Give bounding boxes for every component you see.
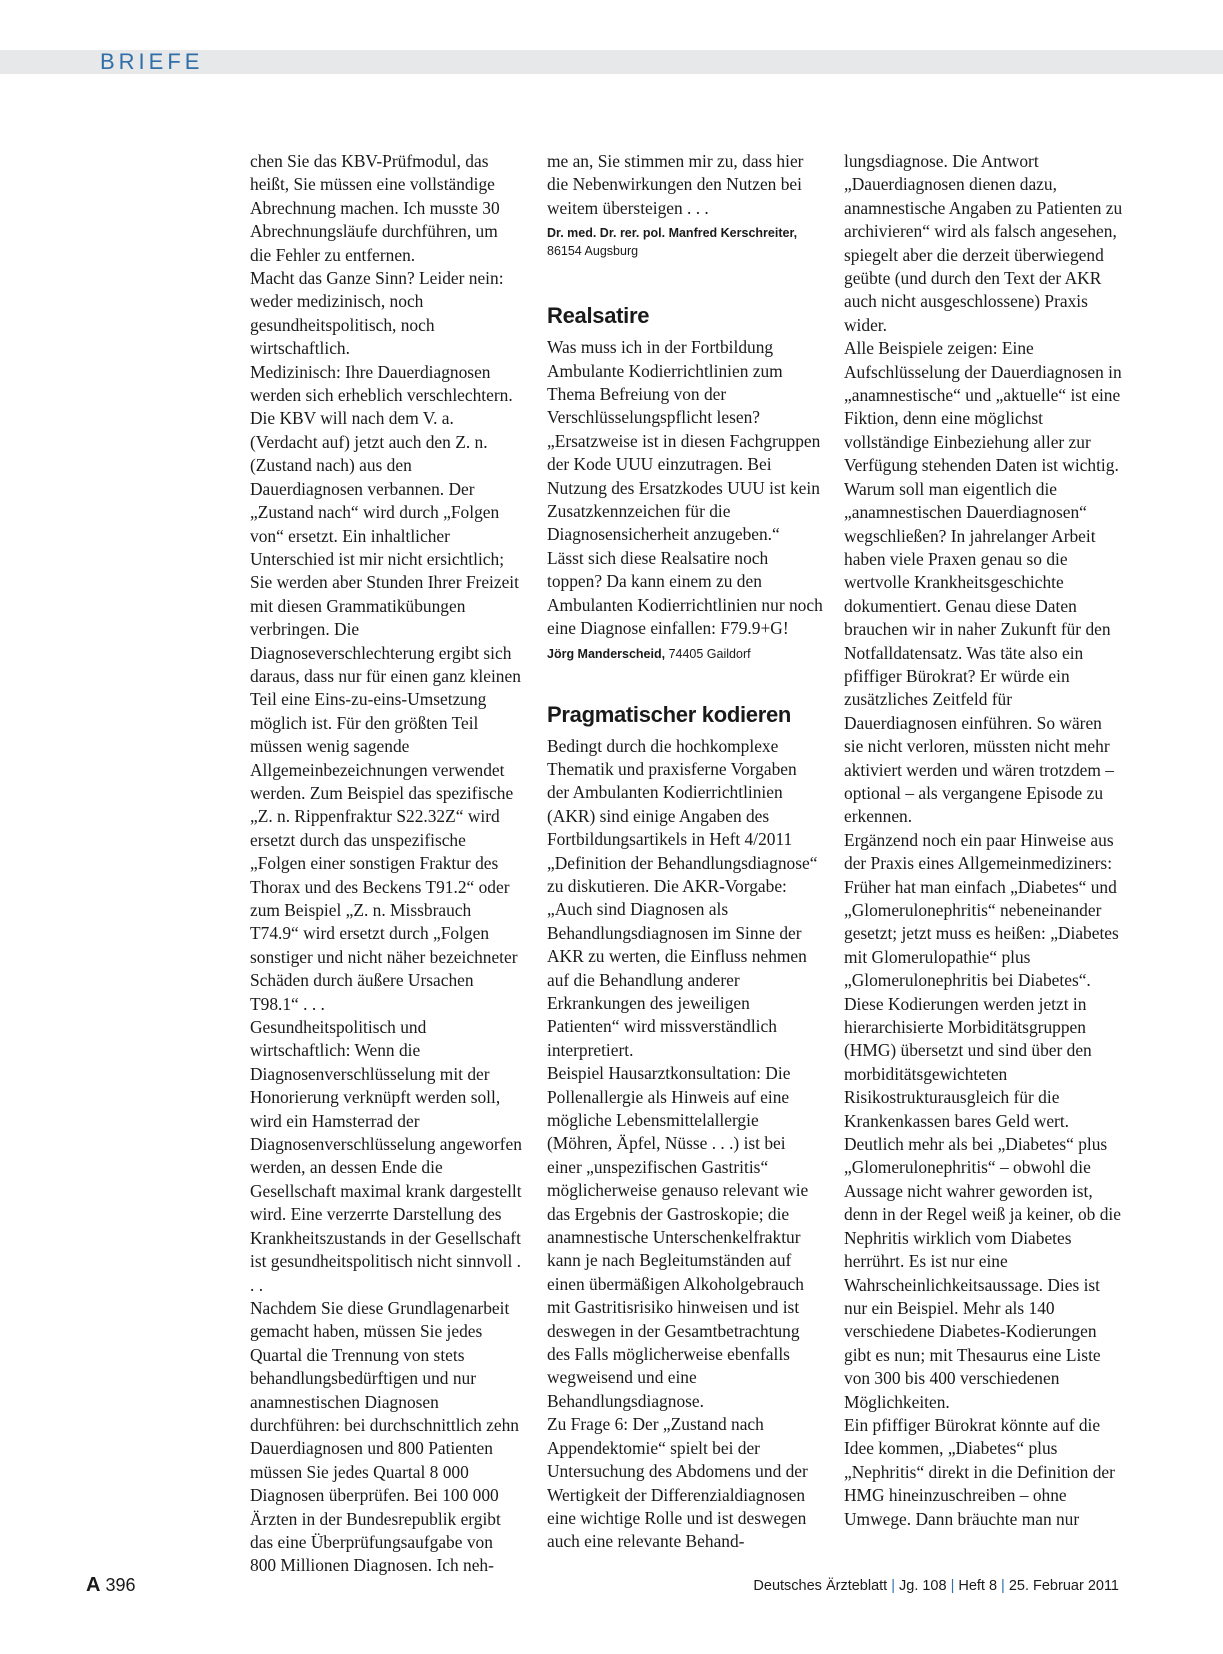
- column-1: [250, 150, 522, 1578]
- section-label: BRIEFE: [100, 49, 204, 74]
- author-place: 74405 Gaildorf: [668, 646, 751, 661]
- paragraph: lungsdiagnose. Die Antwort „Dauerdiagnosen dienen dazu, anamnestische Angaben zu Patienten zu archivieren“ wird als falsch angesehen, spiegelt aber die derzeit überwiegend geübte (und durch den Text der AKR auch nicht ausgeschlossene) Praxis wider.: [844, 151, 1123, 335]
- author-signature: [547, 224, 823, 260]
- paragraph: Lässt sich diese Realsatire noch toppen? Da kann einem zu den Ambulanten Kodierrichtlinien nur noch eine Diagnose einfallen: F79.9+G!: [547, 547, 823, 639]
- paragraph: Gesundheitspolitisch und wirtschaftlich: Wenn die Diagnosenverschlüsselung mit der Honorierung verknüpft werden soll, wird ein Hamsterrad der Diagnosenverschlüsselung angeworfen werden, an dessen Ende die Gesellschaft maximal krank dargestellt wird. Eine verzerrte Darstellung des Krankheitszustands in der Gesellschaft ist gesundheitspolitisch nicht sinnvoll . . .: [250, 1017, 522, 1295]
- paragraph: Bedingt durch die hochkomplexe Thematik und praxisferne Vorgaben der Ambulanten Kodierrichtlinien (AKR) sind einige Angaben des Fortbildungsartikels in Heft 4/2011 „Definition der Behandlungsdiagnose“ zu diskutieren. Die AKR-Vorgabe: „Auch sind Diagnosen als Behandlungsdiagnosen im Sinne der AKR zu werten, die Einfluss nehmen auf die Behandlung anderer Erkrankungen des jeweiligen Patienten“ wird missverständlich interpretiert.: [547, 735, 818, 1060]
- paragraph: Macht das Ganze Sinn? Leider nein: weder medizinisch, noch gesundheitspolitisch, noch wirtschaftlich.: [250, 268, 504, 359]
- separator: |: [1001, 1578, 1005, 1594]
- separator: |: [950, 1578, 955, 1594]
- paragraph: Was muss ich in der Fortbildung Ambulante Kodierrichtlinien zum Thema Befreiung von der Verschlüsselungspflicht lesen? „Ersatzweise ist in diesen Fachgruppen der Kode UUU einzutragen. Bei Nutzung des Ersatzkodes UUU ist kein Zusatzkennzeichen für die Diagnosensicherheit anzugeben.“: [547, 337, 821, 545]
- section-heading: Pragmatischer kodieren: [547, 701, 792, 727]
- journal-volume: Jg. 108: [899, 1578, 947, 1594]
- paragraph: Ein pfiffiger Bürokrat könnte auf die Idee kommen, „Diabetes“ plus „Nephritis“ direkt in die Definition der HMG hineinzuschreiben – ohne Umwege. Dann bräuchte man nur: [844, 1414, 1115, 1529]
- author-name: Dr. med. Dr. rer. pol. Manfred Kerschreiter,: [547, 226, 798, 241]
- separator: |: [891, 1578, 895, 1594]
- paragraph: Alle Beispiele zeigen: Eine Aufschlüsselung der Dauerdiagnosen in „anamnestische“ und „aktuelle“ ist eine Fiktion, denn eine möglichst vollständige Einbeziehung aller zur Verfügung stehenden Daten ist wichtig. Warum soll man eigentlich die „anamnestischen Dauerdiagnosen“ wegschließen? In jahrelanger Arbeit haben viele Praxen genau so die wertvolle Krankheitsgeschichte dokumentiert. Genau diese Daten brauchen wir in naher Zukunft für den Notfalldatensatz. Was täte also ein pfiffiger Bürokrat? Er würde ein zusätzliches Zeitfeld für Dauerdiagnosen einführen. So wären sie nicht verloren, müssten nicht mehr aktiviert werden und wären trotzdem – optional – als vergangene Episode zu erkennen.: [844, 338, 1122, 827]
- page-letter: A: [86, 1574, 101, 1596]
- journal-date: 25. Februar 2011: [1008, 1578, 1119, 1594]
- journal-issue: Heft 8: [958, 1578, 998, 1594]
- journal-info: [753, 1576, 1119, 1596]
- column-3: [844, 150, 1124, 1531]
- paragraph: Ergänzend noch ein paar Hinweise aus der Praxis eines Allgemeinmediziners: Früher hat man einfach „Diabetes“ und „Glomerulonephritis“ nebeneinander gesetzt; jetzt muss es heißen: „Diabetes mit Glomerulopathie“ plus „Glomerulonephritis bei Diabetes“. Diese Kodierungen werden jetzt in hierarchisierte Morbiditätsgruppen (HMG) übersetzt und sind über den morbiditätsgewichteten Risikostrukturausgleich für die Krankenkassen bares Geld wert. Deutlich mehr als bei „Diabetes“ plus „Glomerulonephritis“ – obwohl die Aussage nicht wahrer geworden ist, denn in der Regel weiß ja keiner, ob die Nephritis wirklich vom Diabetes herrührt. Es ist nur eine Wahrscheinlichkeitsaussage. Dies ist nur ein Beispiel. Mehr als 140 verschiedene Diabetes-Kodierungen gibt es nun; mit Thesaurus eine Liste von 300 bis 400 verschiedenen Möglichkeiten.: [844, 829, 1121, 1412]
- page-number: [86, 1574, 136, 1596]
- author-name: Jörg Manderscheid,: [547, 646, 666, 661]
- author-signature: [547, 645, 823, 663]
- journal-name: Deutsches Ärzteblatt: [753, 1578, 888, 1594]
- paragraph: Beispiel Hausarztkonsultation: Die Pollenallergie als Hinweis auf eine mögliche Lebensmittelallergie (Möhren, Äpfel, Nüsse . . .) ist bei einer „unspezifischen Gastritis“ möglicherweise genauso relevant wie das Ergebnis der Gastroskopie; die anamnestische Unterschenkelfraktur kann je nach Begleitumständen auf einen übermäßigen Alkoholgebrauch mit Gastritisrisiko hinweisen und ist deswegen in der Gesamtbetrachtung des Falls möglicherweise ebenfalls wegweisend und eine Behandlungsdiagnose.: [547, 1063, 809, 1411]
- page-number-value: 396: [105, 1575, 136, 1595]
- column-2: [547, 150, 823, 1554]
- paragraph: chen Sie das KBV-Prüfmodul, das heißt, Sie müssen eine vollständige Abrechnung machen. Ich musste 30 Abrechnungsläufe durchführen, um die Fehler zu entfernen.: [250, 151, 500, 265]
- author-place: 86154 Augsburg: [547, 244, 639, 259]
- section-heading: Realsatire: [547, 303, 650, 329]
- paragraph: Medizinisch: Ihre Dauerdiagnosen werden sich erheblich verschlechtern. Die KBV will nach dem V. a. (Verdacht auf) jetzt auch den Z. n. (Zustand nach) aus den Dauerdiagnosen verbannen. Der „Zustand nach“ wird durch „Folgen von“ ersetzt. Ein inhaltlicher Unterschied ist mir nicht ersichtlich; Sie werden aber Stunden Ihrer Freizeit mit diesen Grammatikübungen verbringen. Die Diagnoseverschlechterung ergibt sich daraus, dass nur für einen ganz kleinen Teil eine Eins-zu-eins-Umsetzung möglich ist. Für den größten Teil müssen wenig sagende Allgemeinbezeichnungen verwendet werden. Zum Beispiel das spezifische „Z. n. Rippenfraktur S22.32Z“ wird ersetzt durch das unspezifische „Folgen einer sonstigen Fraktur des Thorax und des Beckens T91.2“ oder zum Beispiel „Z. n. Missbrauch T74.9“ wird ersetzt durch „Folgen sonstiger und nicht näher bezeichneter Schäden durch äußere Ursachen T98.1“ . . .: [250, 361, 521, 1014]
- paragraph: me an, Sie stimmen mir zu, dass hier die Nebenwirkungen den Nutzen bei weitem übersteigen . . .: [547, 151, 804, 218]
- paragraph: Nachdem Sie diese Grundlagenarbeit gemacht haben, müssen Sie jedes Quartal die Trennung von stets behandlungsbedürftigen und nur anamnestischen Diagnosen durchführen: bei durchschnittlich zehn Dauerdiagnosen und 800 Patienten müssen Sie jedes Quartal 8 000 Diagnosen überprüfen. Bei 100 000 Ärzten in der Bundesrepublik ergibt das eine Überprüfungsaufgabe von 800 Millionen Diagnosen. Ich neh-: [250, 1297, 519, 1576]
- paragraph: Zu Frage 6: Der „Zustand nach Appendektomie“ spielt bei der Untersuchung des Abdomens und der Wertigkeit der Differenzialdiagnosen eine wichtige Rolle und ist deswegen auch eine relevante Behand-: [547, 1414, 808, 1552]
